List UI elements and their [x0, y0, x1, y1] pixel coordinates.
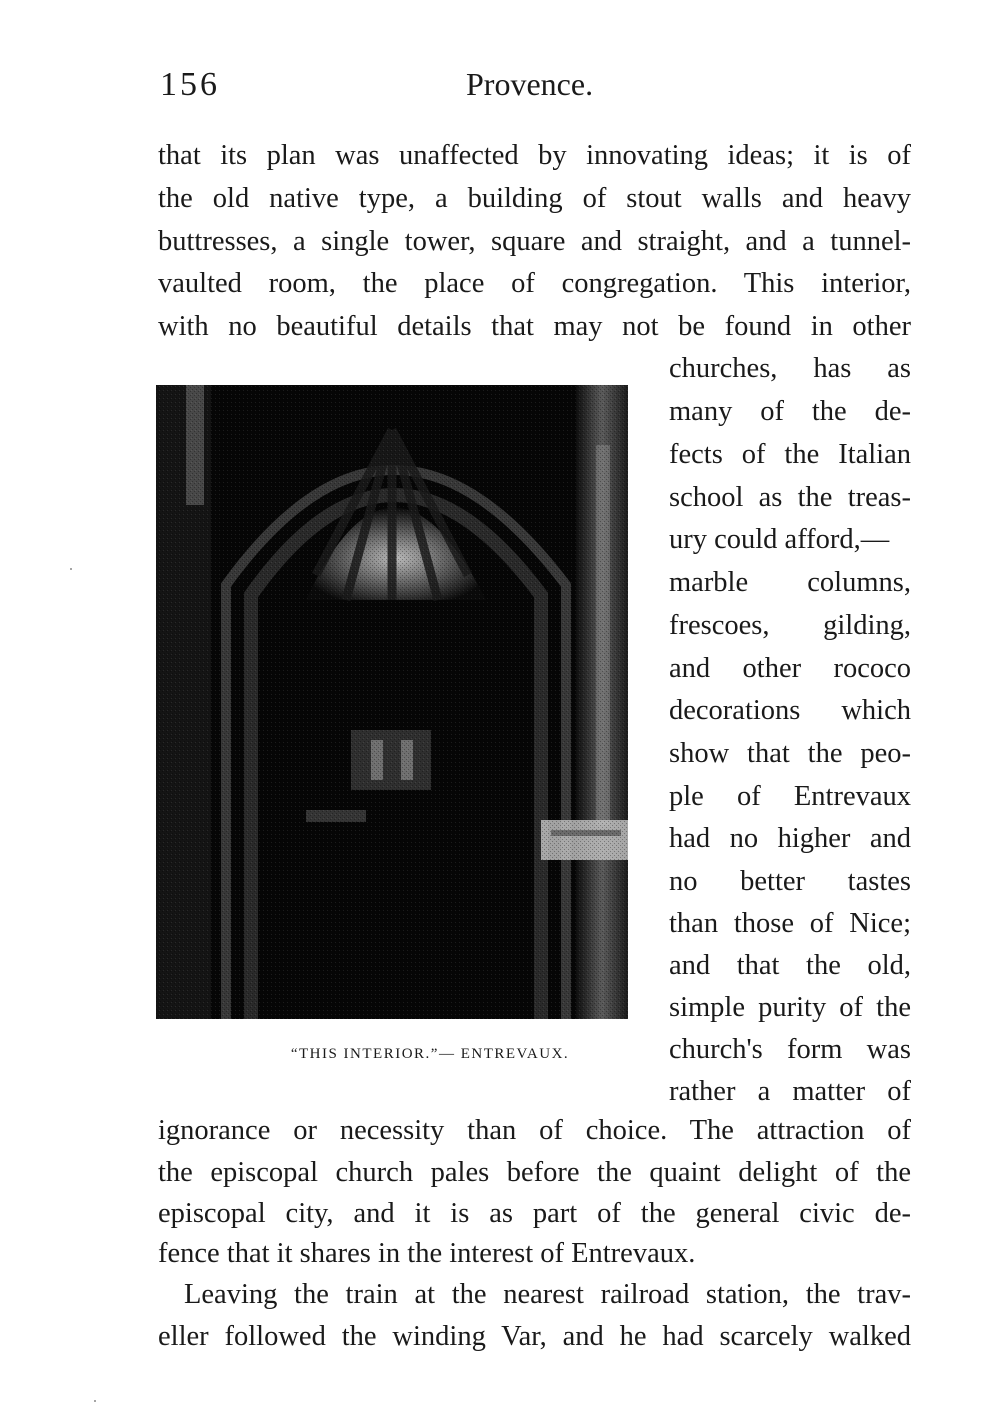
body-line: frescoes, gilding,	[669, 610, 911, 641]
body-line: than those of Nice;	[669, 908, 911, 939]
body-line: no better tastes	[669, 866, 911, 897]
body-line: vaulted room, the place of congregation. This interior,	[158, 268, 911, 299]
church-interior-photo	[156, 385, 628, 1019]
body-line: show that the peo-	[669, 738, 911, 769]
body-line: eller followed the winding Var, and he had scarcely walked	[158, 1321, 911, 1352]
running-title: Provence.	[466, 66, 594, 102]
body-line: church's form was	[669, 1034, 911, 1065]
body-line: and that the old,	[669, 950, 911, 981]
body-line: ury could afford,—	[669, 524, 890, 555]
body-line: buttresses, a single tower, square and straight, and a tunnel-	[158, 226, 911, 257]
body-line: simple purity of the	[669, 992, 911, 1023]
body-line: fence that it shares in the interest of Entrevaux.	[158, 1238, 696, 1269]
body-line: the old native type, a building of stout walls and heavy	[158, 183, 911, 214]
body-line: with no beautiful details that may not be found in other	[158, 311, 911, 342]
body-line: that its plan was unaffected by innovating ideas; it is of	[158, 140, 911, 171]
paragraph-first-line: Leaving the train at the nearest railroad station, the trav-	[184, 1279, 911, 1310]
body-line: fects of the Italian	[669, 439, 911, 470]
page-number: 156	[160, 66, 220, 103]
body-line: episcopal city, and it is as part of the general civic de-	[158, 1198, 911, 1229]
body-line: school as the treas-	[669, 482, 911, 513]
figure-caption: “THIS INTERIOR.”— ENTREVAUX.	[290, 1046, 570, 1062]
body-line: ignorance or necessity than of choice. The attraction of	[158, 1115, 911, 1146]
body-line: the episcopal church pales before the quaint delight of the	[158, 1157, 911, 1188]
body-line: churches, has as	[669, 353, 911, 384]
body-line: ple of Entrevaux	[669, 781, 911, 812]
body-line: rather a matter of	[669, 1076, 911, 1107]
church-interior-illustration	[156, 385, 628, 1019]
scan-speck	[94, 1400, 96, 1402]
scan-speck	[70, 568, 72, 570]
body-line: marble columns,	[669, 567, 911, 598]
body-line: had no higher and	[669, 823, 911, 854]
body-line: many of the de-	[669, 396, 911, 427]
body-line: and other rococo	[669, 653, 911, 684]
body-line: decorations which	[669, 695, 911, 726]
